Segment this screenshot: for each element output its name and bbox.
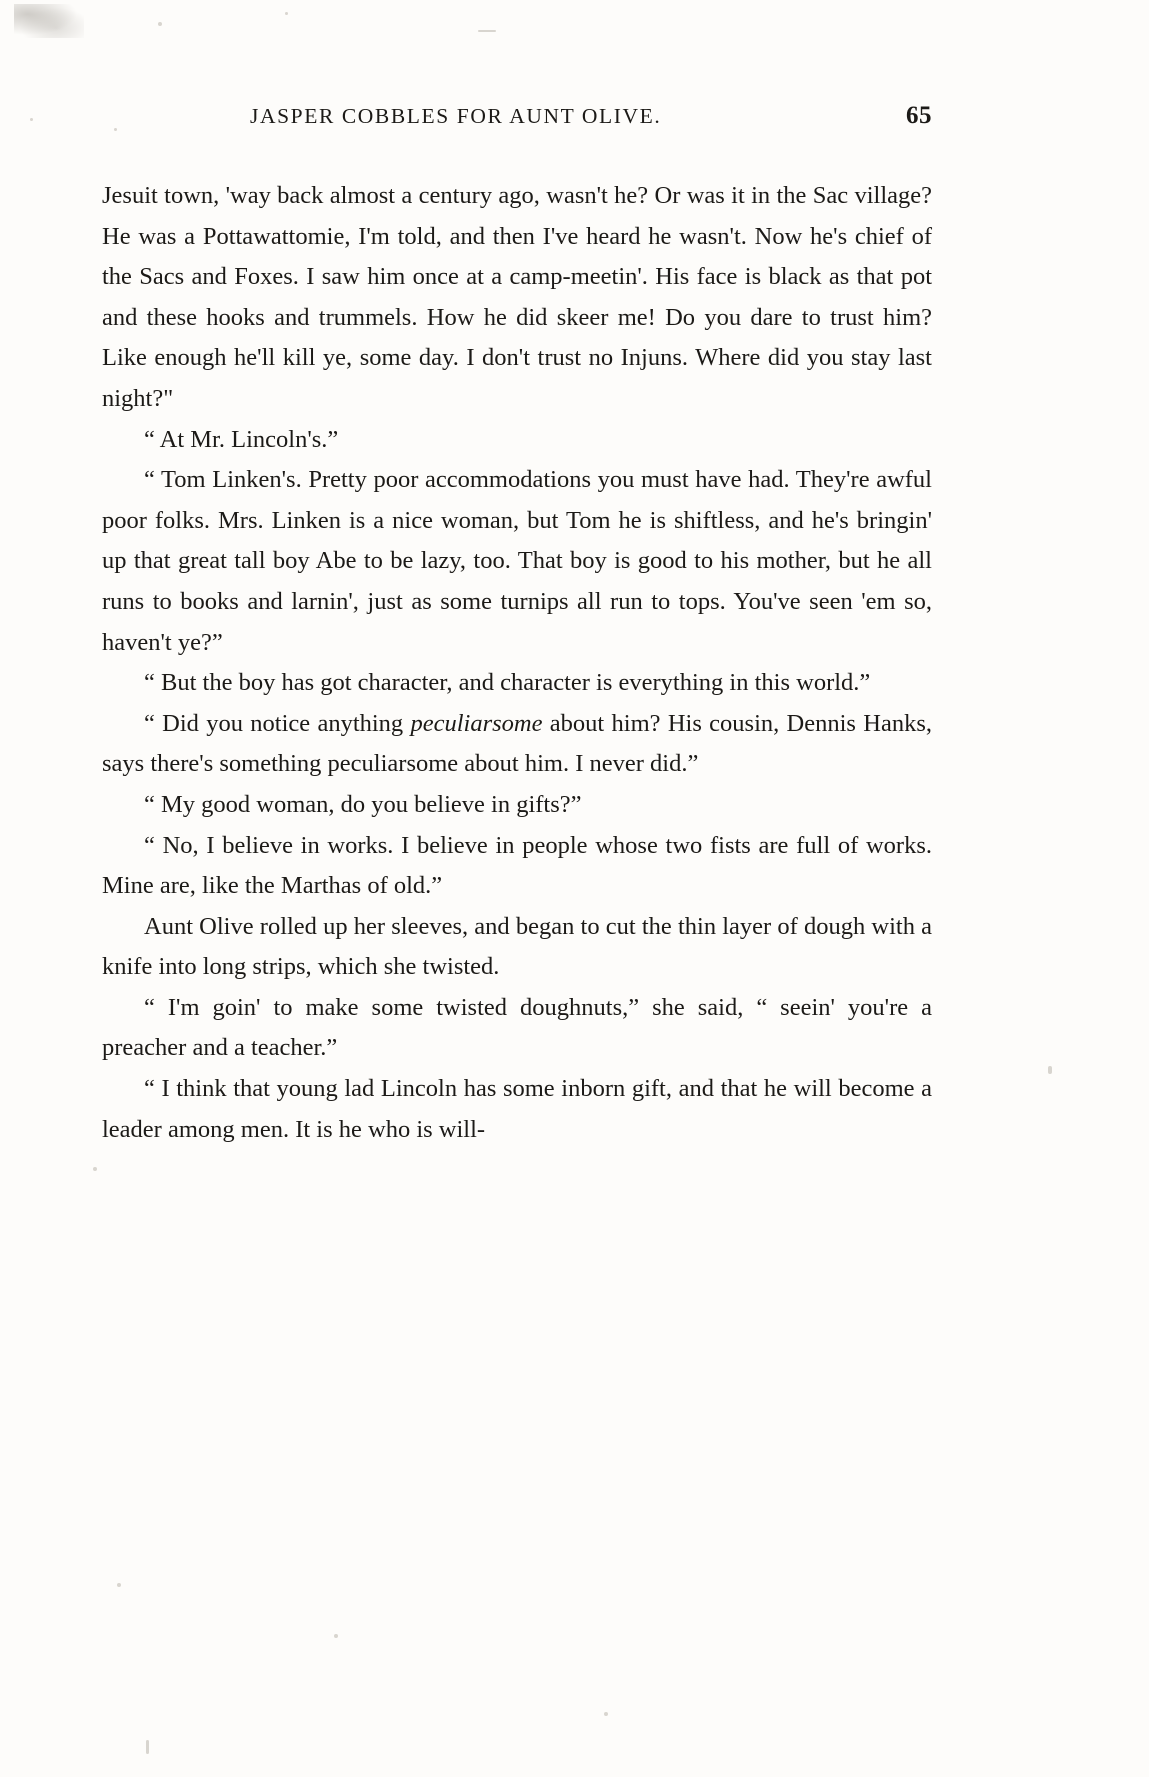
page-number: 65 — [906, 102, 932, 129]
scan-speckle — [93, 1167, 97, 1171]
scan-speckle — [1048, 1066, 1052, 1074]
paragraph: Aunt Olive rolled up her sleeves, and began to cut the thin layer of dough with a knife into long strips, which she twisted. — [102, 912, 932, 981]
scan-speckle — [30, 118, 33, 121]
paragraph: “ I'm goin' to make some twisted doughnuts,” she said, “ seein' you're a preacher and a teacher.” — [102, 993, 932, 1062]
italic-emphasis: peculiarsome — [410, 709, 543, 737]
scan-speckle — [334, 1634, 338, 1638]
paragraph: “ But the boy has got character, and character is everything in this world.” — [144, 669, 871, 697]
running-head — [102, 104, 932, 130]
scan-speckle — [146, 1740, 149, 1754]
paragraph: “ My good woman, do you believe in gifts?” — [144, 790, 582, 818]
page-title: JASPER COBBLES FOR AUNT OLIVE. — [250, 104, 662, 128]
scan-speckle — [604, 1712, 608, 1716]
paragraph: “ Tom Linken's. Pretty poor accommodations you must have had. They're awful poor folks. Mrs. Linken is a nice woman, but Tom he is shiftless, and he's bringin' up that great tall boy Abe to be lazy, too. That boy is good to his mother, but he all runs to books and larnin', just as some turnips all run to tops. You've seen 'em so, haven't ye?” — [102, 466, 932, 656]
paragraph: “ I think that young lad Lincoln has some inborn gift, and that he will become a leader among men. It is he who is will- — [102, 1075, 932, 1143]
scan-speckle — [478, 30, 496, 32]
paragraph: Jesuit town, 'way back almost a century ago, wasn't he? Or was it in the Sac village? He was a Pottawattomie, I'm told, and then I've heard he wasn't. Now he's chief of the Sacs and Foxes. I saw him once at a camp-meetin'. His face is black as that pot and these hooks and trummels. How he did skeer me! Do you dare to trust him? Like enough he'll kill ye, some day. I don't trust no Injuns. Where did you stay last night?" — [102, 182, 932, 412]
scan-artifact-corner — [14, 4, 84, 38]
scan-speckle — [158, 22, 162, 26]
paragraph — [102, 704, 932, 785]
paragraph: “ No, I believe in works. I believe in people whose two fists are full of works. Mine are, like the Marthas of old.” — [102, 831, 932, 900]
scan-speckle — [117, 1583, 121, 1587]
paragraph: “ At Mr. Lincoln's.” — [144, 425, 339, 453]
paragraph-text-part: “ Did you notice anything — [144, 709, 411, 737]
page-content — [102, 104, 932, 1150]
paragraph-text-part: about him? His cousin, Dennis Hanks, says there's something peculiarsome about him. I never did.” — [102, 709, 932, 778]
scan-speckle — [285, 12, 288, 15]
